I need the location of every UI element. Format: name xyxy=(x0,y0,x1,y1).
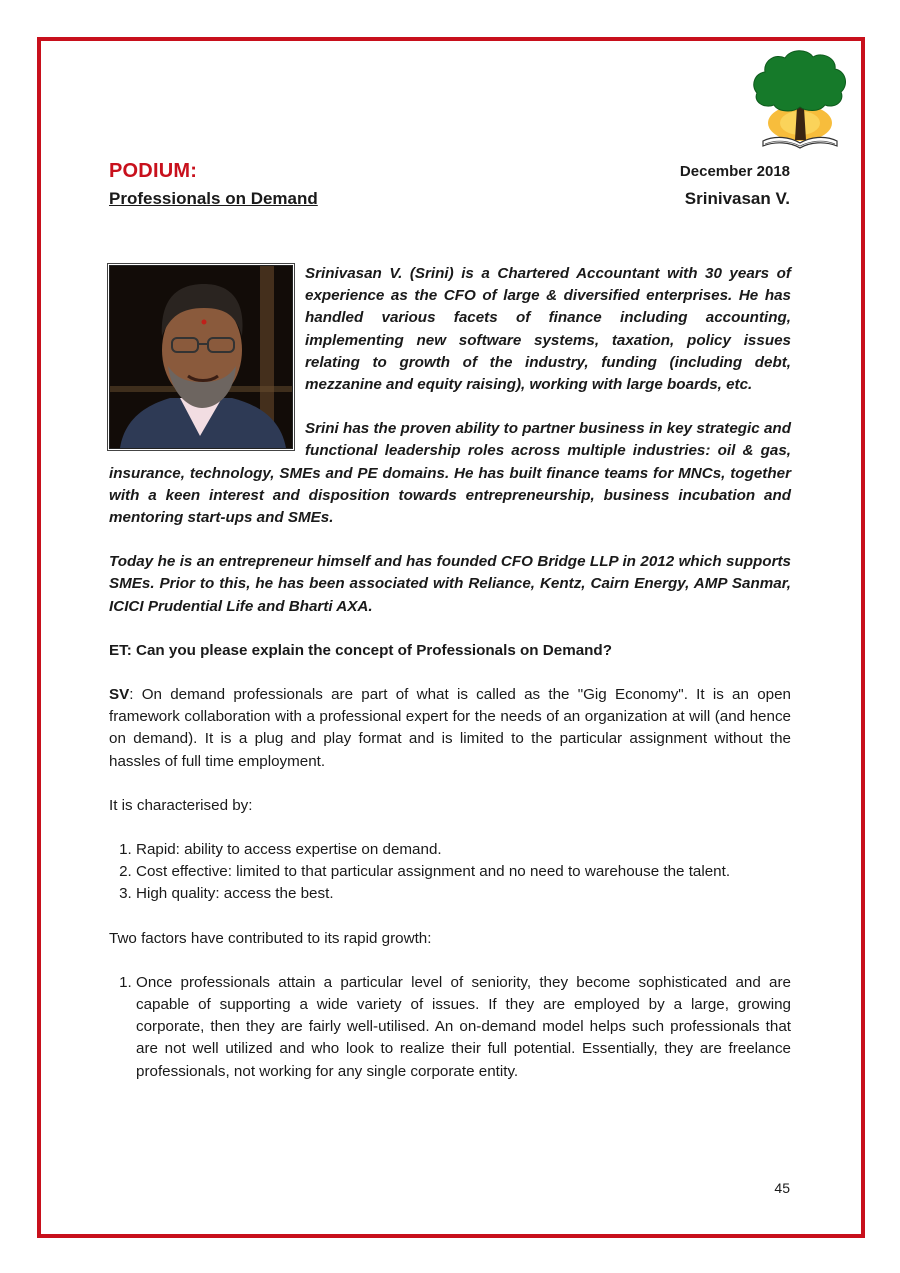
answer-text: : On demand professionals are part of what is called as the "Gig Economy". It is an open framework collaboration with a professional expert for the needs of an organization at will (and hence on demand). It is a plug and play format and is limited to the particular assignment without the hassles of full time employment. xyxy=(109,686,791,770)
interview-answer xyxy=(109,684,791,773)
list-item: 3. High quality: access the best. xyxy=(136,883,791,905)
list-item: 1. Once professionals attain a particular level of seniority, they become sophisticated and are capable of supporting a wide variety of issues. If they are employed by a large, growing corporate, then they are fairly well-utilised. An on-demand model helps such professionals that are not well utilized and who look to realize their full potential. Essentially, they are freelance professionals, not working for any single corporate entity. xyxy=(136,972,791,1083)
tree-over-open-book-icon xyxy=(745,45,855,155)
list-item: 1. Rapid: ability to access expertise on demand. xyxy=(136,839,791,861)
article-title: Professionals on Demand xyxy=(109,189,318,208)
growth-factors-list xyxy=(109,972,791,1083)
bio-paragraph: Srinivasan V. (Srini) is a Chartered Accountant with 30 years of experience as the CFO of large & diversified enterprises. He has handled various facets of finance including accounting, implementing new software systems, taxation, policy issues relating to growth of the industry, funding (including debt, mezzanine and equity raising), working with large boards, etc. xyxy=(305,265,791,394)
bio-paragraph: Srini has the proven ability to partner business in key strategic and functional leadership roles across multiple industries: oil & gas, insurance, technology, SMEs and PE domains. He has built finance teams for MNCs, together with a keen interest and disposition towards entrepreneurship, business incubation and mentoring start-ups and SMEs. xyxy=(109,420,791,527)
characteristics-list xyxy=(109,839,791,906)
list-item: 2. Cost effective: limited to that particular assignment and no need to warehouse the talent. xyxy=(136,861,791,883)
page-number: 45 xyxy=(774,1180,790,1196)
article-body xyxy=(109,263,791,1083)
bio-paragraph: Today he is an entrepreneur himself and has founded CFO Bridge LLP in 2012 which supports SMEs. Prior to this, he has been associated with Reliance, Kentz, Cairn Energy, AMP Sanmar, ICICI Prudential Life and Bharti AXA. xyxy=(109,553,791,615)
issue-date: December 2018 xyxy=(679,163,790,180)
characterised-intro: It is characterised by: xyxy=(109,796,253,814)
growth-intro: Two factors have contributed to its rapid growth: xyxy=(109,929,432,947)
author-photo xyxy=(109,265,293,449)
author-name: Srinivasan V. xyxy=(684,189,790,208)
interview-question: ET: Can you please explain the concept of Professionals on Demand? xyxy=(109,641,612,659)
answer-speaker: SV xyxy=(109,686,130,704)
section-label: PODIUM: xyxy=(109,160,198,182)
